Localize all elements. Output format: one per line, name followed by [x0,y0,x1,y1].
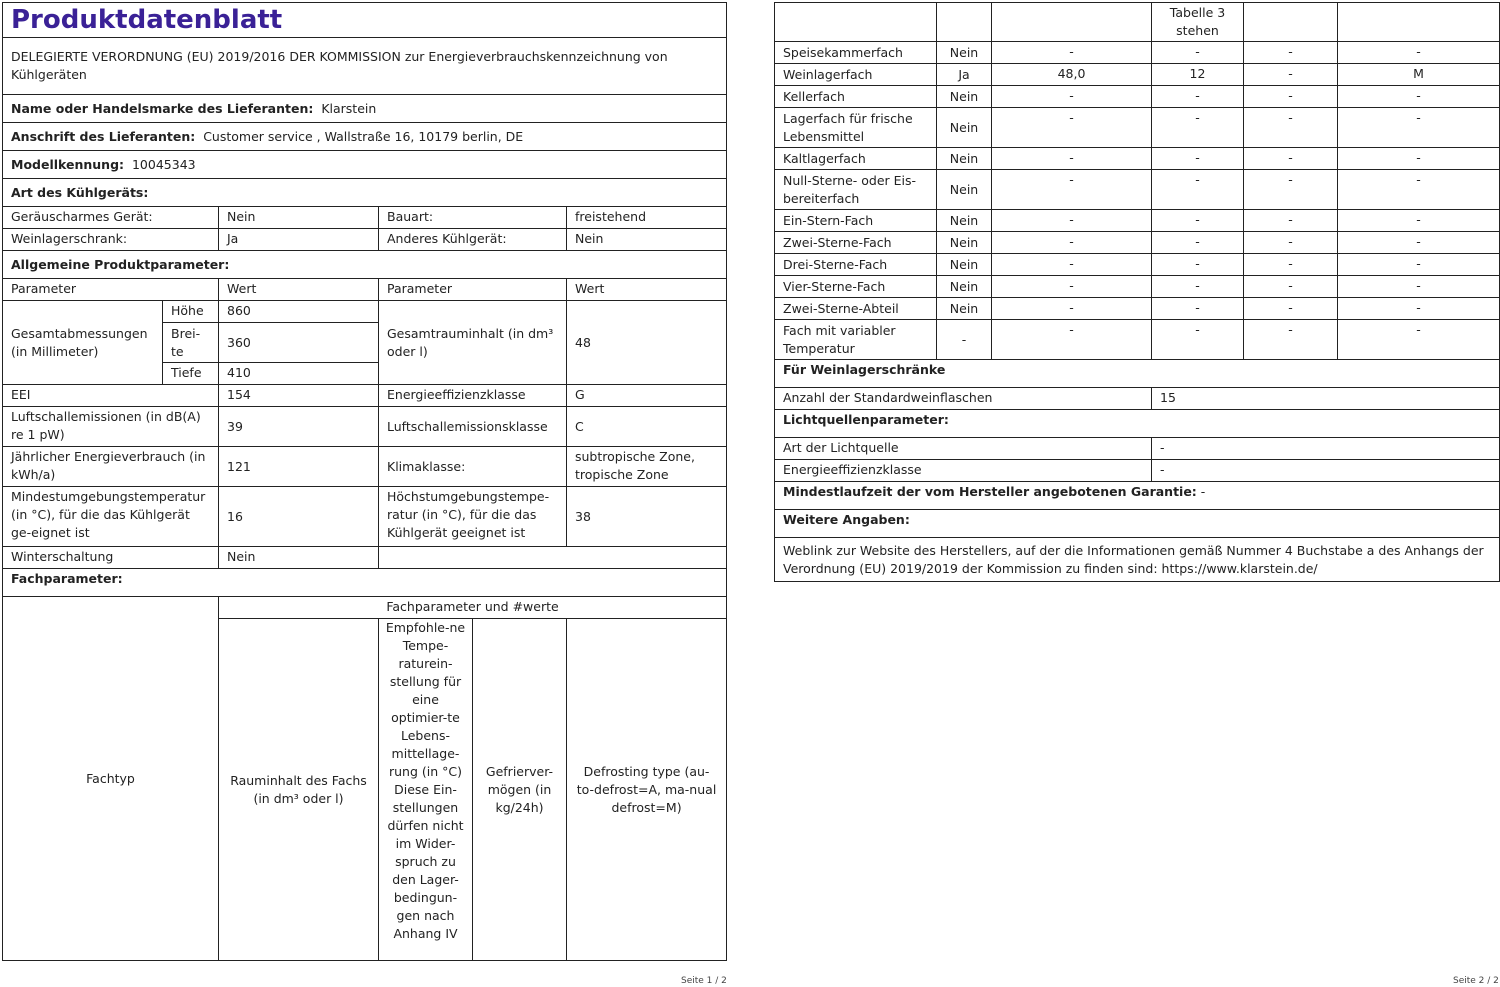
width-value: 360 [219,323,379,363]
compartment-c3: - [1244,42,1338,64]
page-number-2: Seite 2 / 2 [1453,976,1499,986]
header-blank-6 [1338,3,1500,42]
col-parameter-left: Parameter [3,279,219,301]
table-row [775,320,1500,360]
compartment-present: Nein [937,148,992,170]
compartment-name: Null-Sterne- oder Eis-bereiterfach [775,170,937,210]
compartment-name: Kaltlagerfach [775,148,937,170]
energy-class-value: G [567,385,727,407]
compartment-c3: - [1244,210,1338,232]
table-row [775,210,1500,232]
compartment-present: Nein [937,232,992,254]
model-label: Modellkennung: [11,156,125,172]
depth-label: Tiefe [163,363,219,385]
compartment-name: Lagerfach für frische Lebensmittel [775,108,937,148]
compartment-name: Fach mit variabler Temperatur [775,320,937,360]
address-value: Customer service , Wallstraße 16, 10179 berlin, DE [203,128,524,144]
table-row [775,86,1500,108]
compartment-c4: - [1338,42,1500,64]
eei-value: 154 [219,385,379,407]
address-row [3,123,727,151]
weblink-text: Weblink zur Website des Herstellers, auf der die Informationen gemäß Nummer 4 Buchstabe a des Anhangs der Verordnung (EU) 2019/2019 der Kommission zu finden sind: https://www.klarstein.de/ [775,538,1500,582]
compartment-c2: - [1152,42,1244,64]
regulation-text: DELEGIERTE VERORDNUNG (EU) 2019/2016 DER KOMMISSION zur Energieverbrauchskennzeichnung von Kühlgeräten [3,38,727,95]
volume-header: Rauminhalt des Fachs (in dm³ oder l) [219,619,379,961]
compartment-c4: - [1338,254,1500,276]
design-value: freistehend [567,207,727,229]
design-label: Bauart: [379,207,567,229]
table-row [775,170,1500,210]
address-label: Anschrift des Lieferanten: [11,128,196,144]
max-ambient-temp-label: Höchstumgebungstempe-ratur (in °C), für die das Kühlgerät geeignet ist [379,487,567,547]
low-noise-value: Nein [219,207,379,229]
compartment-c2: - [1152,108,1244,148]
supplier-value: Klarstein [321,100,377,116]
header-tabelle-3: Tabelle 3 stehen [1152,3,1244,42]
width-label: Brei-te [163,323,219,363]
compartment-c3: - [1244,320,1338,360]
other-appliance-value: Nein [567,229,727,251]
compartment-c3: - [1244,254,1338,276]
datasheet-table-1 [2,2,727,961]
compartment-c2: - [1152,254,1244,276]
temperature-setting-header: Empfohle-ne Tempe-raturein-stellung für eine optimier-te Lebens-mittellage-rung (in °C) Diese Ein-stellungen dürfen nicht im Wider-spruch zu den Lager-bedingun-gen nach Anhang IV [379,619,473,961]
compartment-c2: - [1152,170,1244,210]
volume-value: 48 [567,301,727,385]
document-title: Produktdatenblatt [3,3,727,38]
low-noise-label: Geräuscharmes Gerät: [3,207,219,229]
compartment-present: Nein [937,254,992,276]
warranty-value: - [1200,484,1206,499]
compartment-c1: - [992,276,1152,298]
warranty-row [775,482,1500,510]
compartment-parameters-heading: Fachparameter: [3,569,727,597]
compartment-c2: 12 [1152,64,1244,86]
winter-switch-label: Winterschaltung [3,547,219,569]
compartment-c1: - [992,148,1152,170]
compartment-group-header: Fachparameter und #werte [219,597,727,619]
compartment-name: Speisekammerfach [775,42,937,64]
table-row [775,64,1500,86]
annual-consumption-value: 121 [219,447,379,487]
empty-cell [379,547,727,569]
compartment-name: Kellerfach [775,86,937,108]
compartment-c1: - [992,86,1152,108]
light-energy-class-value: - [1152,460,1500,482]
light-type-label: Art der Lichtquelle [775,438,1152,460]
compartment-c4: - [1338,86,1500,108]
winter-switch-value: Nein [219,547,379,569]
table-row [775,254,1500,276]
compartment-name: Drei-Sterne-Fach [775,254,937,276]
compartment-c4: M [1338,64,1500,86]
wine-heading: Für Weinlagerschränke [775,360,1500,388]
compartment-c3: - [1244,276,1338,298]
compartment-c2: - [1152,232,1244,254]
compartment-c4: - [1338,320,1500,360]
compartment-c1: - [992,254,1152,276]
header-blank-5 [1244,3,1338,42]
climate-class-label: Klimaklasse: [379,447,567,487]
table-row [775,108,1500,148]
light-type-value: - [1152,438,1500,460]
compartment-c3: - [1244,170,1338,210]
depth-value: 410 [219,363,379,385]
compartment-c4: - [1338,276,1500,298]
noise-class-value: C [567,407,727,447]
compartment-c2: - [1152,320,1244,360]
header-blank-3 [992,3,1152,42]
volume-label: Gesamtrauminhalt (in dm³ oder l) [379,301,567,385]
compartment-c2: - [1152,86,1244,108]
col-wert-left: Wert [219,279,379,301]
compartment-c4: - [1338,232,1500,254]
appliance-type-heading: Art des Kühlgeräts: [3,179,727,207]
light-heading: Lichtquellenparameter: [775,410,1500,438]
compartment-present: Nein [937,298,992,320]
dimensions-label: Gesamtabmessungen (in Millimeter) [3,301,163,385]
table-row [775,298,1500,320]
energy-class-label: Energieeffizienzklasse [379,385,567,407]
compartment-present: Nein [937,276,992,298]
compartment-c3: - [1244,108,1338,148]
col-wert-right: Wert [567,279,727,301]
table-row [775,276,1500,298]
compartment-c2: - [1152,148,1244,170]
compartment-present: Ja [937,64,992,86]
general-parameters-heading: Allgemeine Produktparameter: [3,251,727,279]
min-ambient-temp-label: Mindestumgebungstemperatur (in °C), für die das Kühlgerät ge-eignet ist [3,487,219,547]
compartment-name: Vier-Sterne-Fach [775,276,937,298]
noise-label: Luftschallemissionen (in dB(A) re 1 pW) [3,407,219,447]
compartment-name: Ein-Stern-Fach [775,210,937,232]
defrost-type-header: Defrosting type (au-to-defrost=A, ma-nual defrost=M) [567,619,727,961]
model-row [3,151,727,179]
header-blank-2 [937,3,992,42]
annual-consumption-label: Jährlicher Energieverbrauch (in kWh/a) [3,447,219,487]
further-info-heading: Weitere Angaben: [775,510,1500,538]
compartment-present: - [937,320,992,360]
compartment-c3: - [1244,86,1338,108]
compartment-c3: - [1244,64,1338,86]
col-parameter-right: Parameter [379,279,567,301]
compartment-c4: - [1338,170,1500,210]
wine-cabinet-label: Weinlagerschrank: [3,229,219,251]
compartment-c1: - [992,298,1152,320]
climate-class-value: subtropische Zone, tropische Zone [567,447,727,487]
compartment-c3: - [1244,232,1338,254]
compartment-c1: - [992,210,1152,232]
compartment-present: Nein [937,210,992,232]
noise-value: 39 [219,407,379,447]
page-1 [2,2,726,961]
light-energy-class-label: Energieeffizienzklasse [775,460,1152,482]
freezing-capacity-header: Gefrierver-mögen (in kg/24h) [473,619,567,961]
height-label: Höhe [163,301,219,323]
compartment-c4: - [1338,298,1500,320]
bottles-value: 15 [1152,388,1500,410]
compartment-c4: - [1338,148,1500,170]
compartment-c2: - [1152,298,1244,320]
compartment-c1: - [992,42,1152,64]
compartment-name: Zwei-Sterne-Abteil [775,298,937,320]
table-row [775,148,1500,170]
other-appliance-label: Anderes Kühlgerät: [379,229,567,251]
min-ambient-temp-value: 16 [219,487,379,547]
compartment-c1: - [992,108,1152,148]
compartment-c2: - [1152,210,1244,232]
supplier-row [3,95,727,123]
compartment-c1: - [992,232,1152,254]
compartment-present: Nein [937,108,992,148]
compartment-c1: 48,0 [992,64,1152,86]
compartment-name: Weinlagerfach [775,64,937,86]
noise-class-label: Luftschallemissionsklasse [379,407,567,447]
model-value: 10045343 [131,156,196,172]
compartment-c3: - [1244,298,1338,320]
compartment-type-header: Fachtyp [3,597,219,961]
eei-label: EEI [3,385,219,407]
wine-cabinet-value: Ja [219,229,379,251]
header-blank-1 [775,3,937,42]
supplier-label: Name oder Handelsmarke des Lieferanten: [11,100,314,116]
compartment-c2: - [1152,276,1244,298]
page-number-1: Seite 1 / 2 [681,976,727,986]
page-2 [774,2,1499,582]
max-ambient-temp-value: 38 [567,487,727,547]
compartment-c3: - [1244,148,1338,170]
compartment-present: Nein [937,170,992,210]
bottles-label: Anzahl der Standardweinflaschen [775,388,1152,410]
compartment-c1: - [992,170,1152,210]
compartment-name: Zwei-Sterne-Fach [775,232,937,254]
table-row [775,232,1500,254]
compartment-c4: - [1338,210,1500,232]
compartment-present: Nein [937,86,992,108]
height-value: 860 [219,301,379,323]
warranty-label: Mindestlaufzeit der vom Hersteller angebotenen Garantie: [783,484,1197,499]
compartment-present: Nein [937,42,992,64]
compartment-table [774,2,1500,582]
compartment-c1: - [992,320,1152,360]
compartment-c4: - [1338,108,1500,148]
table-row [775,42,1500,64]
